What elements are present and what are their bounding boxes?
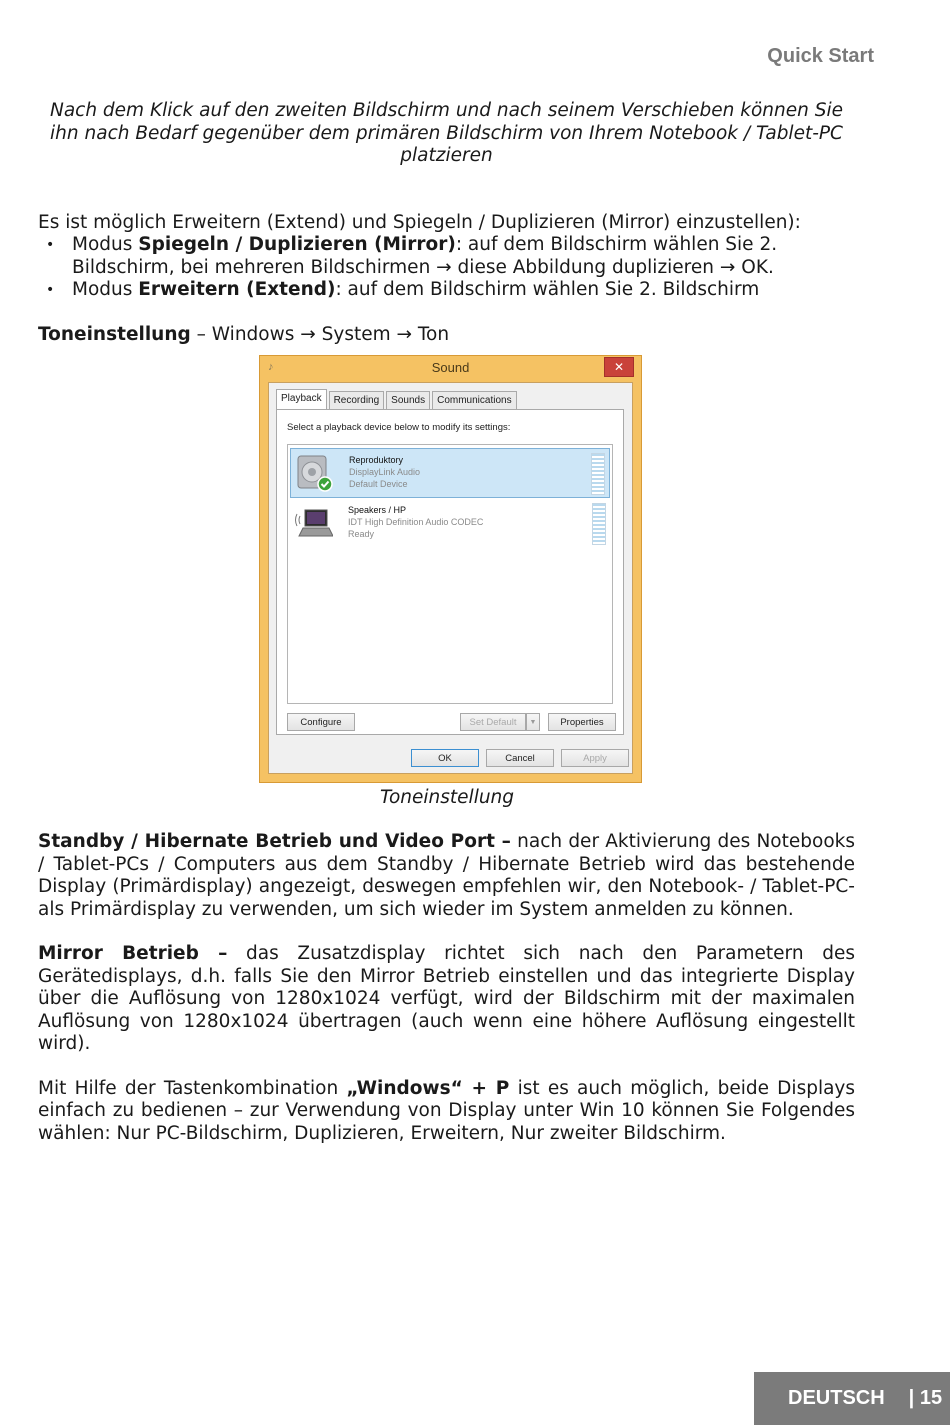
mirror-prefix: Modus (72, 234, 139, 255)
speaker-device-icon (294, 454, 334, 492)
device-name: Speakers / HP (348, 505, 407, 515)
device-name: Reproduktory (349, 455, 404, 465)
tab-sounds[interactable]: Sounds (386, 391, 430, 409)
mirror-mode-heading: Mirror Betrieb – (38, 943, 228, 964)
configure-button[interactable]: Configure (287, 713, 355, 731)
page-number: | 15 (908, 1387, 943, 1409)
set-default-dropdown-icon[interactable]: ▼ (526, 713, 540, 731)
level-meter (592, 503, 606, 545)
dialog-title: Sound (431, 360, 470, 375)
tab-playback[interactable]: Playback (276, 389, 327, 411)
instruction-text: Select a playback device below to modify its settings: (287, 422, 511, 433)
tab-recording[interactable]: Recording (329, 391, 385, 409)
device-status: Ready (348, 529, 375, 539)
device-item-reproduktory[interactable] (290, 448, 610, 498)
tab-communications[interactable]: Communications (432, 391, 516, 409)
ok-button[interactable]: OK (411, 749, 479, 767)
mirror-mode-body: das Zusatzdisplay richtet sich nach den Parametern des Gerätedisplays, d.h. falls Sie den Mirror Betrieb einstellen und das integrierte Display über die Auflösung von 1280x1024 verfügt, wird der Bildschirm mit der maximalen Auflösung von 1280x1024 übertragen (auch wenn eine höhere Auflösung eingestellt wird). (38, 943, 855, 1054)
mirror-mode-label: Spiegeln / Duplizieren (Mirror) (138, 234, 456, 255)
page-footer (754, 1372, 950, 1425)
playback-panel (276, 409, 624, 735)
running-header: Quick Start (767, 45, 874, 67)
speaker-icon: ♪ (268, 361, 274, 373)
sound-setting-line (38, 324, 855, 347)
standby-text: nach der Aktivierung des Notebooks / Tablet-PCs / Computers aus dem Standby / Hibernate Betrieb wird das bestehende Display (Primärdisplay) angezeigt, deswegen empfehlen wir, den Notebook- / Tablet-PC- als Primärdisplay zu verwenden, um sich wieder im System anmelden zu können. (38, 831, 855, 920)
shortcut-keys: „Windows“ + P (346, 1077, 510, 1099)
properties-button[interactable]: Properties (548, 713, 616, 731)
cancel-button[interactable]: Cancel (486, 749, 554, 767)
set-default-button[interactable]: Set Default (460, 713, 526, 731)
shortcut-paragraph (38, 1078, 855, 1146)
extend-mode-label: Erweitern (Extend) (138, 279, 336, 300)
shortcut-text-2: ist es auch möglich, beide Displays einfach zu bedienen – zur Verwendung von Display unter Win 10 können Sie Folgendes wählen: Nur PC-Bildschirm, Duplizieren, Erweitern, Nur zweiter Bildschirm. (38, 1077, 856, 1144)
list-item-extend (38, 279, 855, 302)
apply-button[interactable]: Apply (561, 749, 629, 767)
page-content (38, 100, 855, 346)
level-meter (591, 453, 605, 495)
device-status: Default Device (349, 479, 408, 489)
extend-mode-text: : auf dem Bildschirm wählen Sie 2. Bildschirm (335, 279, 760, 300)
laptop-speaker-icon (293, 504, 333, 542)
list-item-mirror (38, 234, 855, 279)
sound-setting-label: Toneinstellung (38, 323, 191, 345)
mirror-mode-paragraph (38, 943, 855, 1056)
footer-language: DEUTSCH (788, 1387, 885, 1409)
device-item-speakers-hp[interactable] (290, 499, 610, 547)
close-button[interactable]: ✕ (604, 357, 634, 377)
sound-setting-path: – Windows → System → Ton (190, 323, 450, 345)
sound-dialog (259, 355, 642, 783)
intro-paragraph: Nach dem Klick auf den zweiten Bildschirm und nach seinem Verschieben können Sie ihn nach Bedarf gegenüber dem primären Bildschirm von Ihrem Notebook / Tablet-PC platzieren (49, 100, 843, 166)
device-driver: DisplayLink Audio (349, 467, 421, 477)
sound-dialog-screenshot (259, 355, 642, 783)
body-content (38, 831, 855, 1145)
standby-label: Standby / Hibernate Betrieb und Video Port – (38, 831, 511, 852)
shortcut-text-1: Mit Hilfe der Tastenkombination (38, 1077, 347, 1099)
mirror-mode-text: : auf dem Bildschirm wählen Sie 2. Bildschirm, bei mehreren Bildschirmen → diese Abbildung duplizieren → OK. (72, 234, 778, 278)
extend-prefix: Modus (72, 279, 139, 300)
device-list (287, 444, 613, 704)
device-driver: IDT High Definition Audio CODEC (348, 517, 484, 527)
dialog-body (268, 382, 633, 774)
figure-caption: Toneinstellung (379, 787, 515, 808)
modes-intro: Es ist möglich Erweitern (Extend) und Spiegeln / Duplizieren (Mirror) einzustellen): (38, 211, 801, 233)
modes-list (38, 234, 855, 302)
standby-paragraph (38, 831, 855, 921)
